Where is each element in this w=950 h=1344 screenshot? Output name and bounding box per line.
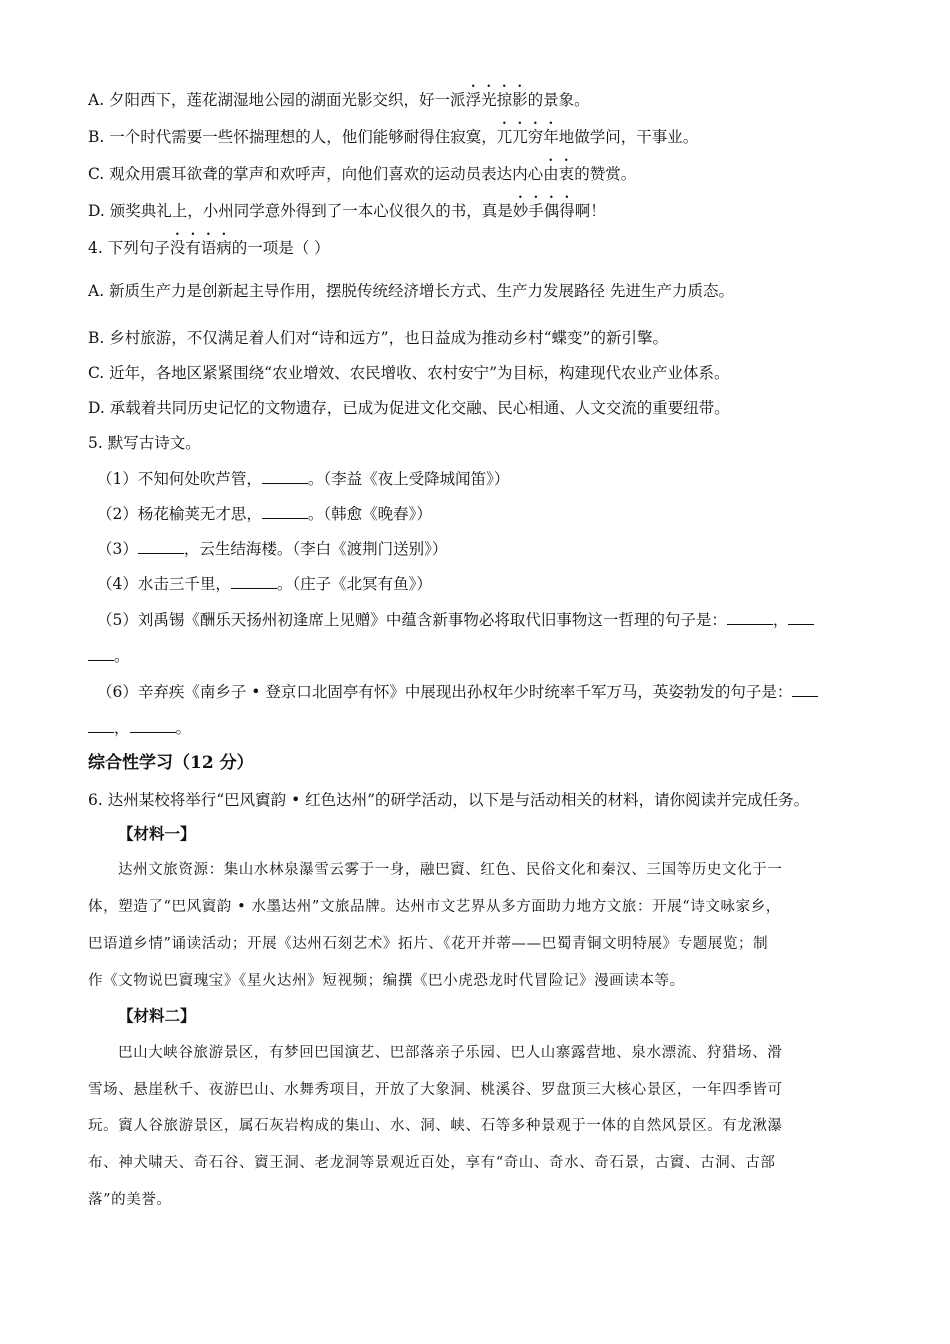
option-text: 的景象。 <box>527 91 590 109</box>
q4-option-a: A. 新质生产力是创新起主导作用，摆脱传统经济增长方式、生产力发展路径 先进生产力质态。 <box>88 282 734 300</box>
q5-item-3 <box>97 539 447 559</box>
q3-option-d <box>88 193 606 221</box>
option-text: 地做学问，干事业。 <box>558 128 699 146</box>
question-text: 的一项是（ ） <box>231 239 330 257</box>
item-text: 。（李益《夜上受降城闻笛》） <box>307 470 510 488</box>
item-text: ， <box>114 719 130 737</box>
option-text: B. 一个时代需要一些怀揣理想的人，他们能够耐得住寂寞， <box>88 128 497 146</box>
answer-blank[interactable] <box>727 610 773 625</box>
q5-item-5 <box>97 610 814 630</box>
item-text: （4）水击三千里， <box>97 575 231 593</box>
emphasized-phrase: 浮光掠影 <box>465 91 528 109</box>
q3-option-c <box>88 156 636 184</box>
q5-item-5-cont <box>88 646 130 666</box>
option-text: 啊！ <box>574 202 606 220</box>
q4-stem <box>88 230 330 258</box>
option-text: C. 观众用震耳欲聋的掌声和欢呼声，向他们喜欢的运动员表达内心 <box>88 165 544 183</box>
question-text: 4. 下列句子 <box>88 239 170 257</box>
answer-blank[interactable] <box>792 682 818 697</box>
material-1-label: 【材料一】 <box>118 824 196 843</box>
emphasized-phrase: 兀兀穷年 <box>496 128 559 146</box>
material-2-line: 巴山大峡谷旅游景区，有梦回巴国演艺、巴部落亲子乐园、巴人山寨露营地、泉水漂流、狩猎场、滑 <box>118 1045 783 1061</box>
answer-blank[interactable] <box>262 504 308 519</box>
answer-blank[interactable] <box>88 646 114 661</box>
emphasized-phrase: 没有语病 <box>169 239 232 257</box>
q4-option-b: B. 乡村旅游，不仅满足着人们对“诗和远方”，也日益成为推动乡村“蝶变”的新引擎。 <box>88 329 668 347</box>
q5-item-2 <box>97 504 432 524</box>
q5-item-6-cont <box>88 718 191 738</box>
answer-blank[interactable] <box>262 469 308 484</box>
material-2-line: 雪场、悬崖秋千、夜游巴山、水舞秀项目，开放了大象洞、桃溪谷、罗盘顶三大核心景区，一年四季皆可 <box>88 1082 783 1098</box>
material-2-line: 布、神犬啸天、奇石谷、賨王洞、老龙洞等景观近百处，享有“奇山、奇水、奇石景，古賨、古洞、古部 <box>88 1155 776 1171</box>
item-text: （5）刘禹锡《酬乐天扬州初逢席上见赠》中蕴含新事物必将取代旧事物这一哲理的句子是： <box>97 611 727 629</box>
item-text: 。 <box>114 647 130 665</box>
emphasized-phrase: 由衷 <box>543 165 575 183</box>
q3-option-a <box>88 82 590 110</box>
option-text: 的赞赏。 <box>574 165 637 183</box>
item-text: ，云生结海楼。（李白《渡荆门送别》） <box>183 540 448 558</box>
q5-stem: 5. 默写古诗文。 <box>88 434 201 452</box>
material-2-line: 落”的美誉。 <box>88 1192 172 1208</box>
emphasized-phrase: 妙手偶得 <box>512 202 575 220</box>
q5-item-4 <box>97 574 432 594</box>
option-text: D. 颁奖典礼上，小州同学意外得到了一本心仪很久的书，真是 <box>88 202 513 220</box>
q4-option-d: D. 承载着共同历史记忆的文物遗存，已成为促进文化交融、民心相通、人文交流的重要纽带。 <box>88 399 730 417</box>
item-text: （1）不知何处吹芦管， <box>97 470 262 488</box>
material-1-line: 作《文物说巴賨瑰宝》《星火达州》短视频；编撰《巴小虎恐龙时代冒险记》漫画读本等。 <box>88 973 685 989</box>
item-text: 。（庄子《北冥有鱼》） <box>276 575 432 593</box>
answer-blank[interactable] <box>138 539 184 554</box>
item-text: （3） <box>97 540 138 558</box>
q3-option-b <box>88 119 698 147</box>
material-1-line: 达州文旅资源：集山水林泉瀑雪云雾于一身，融巴賨、红色、民俗文化和秦汉、三国等历史文化于一 <box>118 862 783 878</box>
material-2-line: 玩。賨人谷旅游景区，属石灰岩构成的集山、水、洞、峡、石等多种景观于一体的自然风景区。有龙湫瀑 <box>88 1118 783 1134</box>
answer-blank[interactable] <box>231 574 277 589</box>
answer-blank[interactable] <box>788 610 814 625</box>
option-text: A. 夕阳西下，莲花湖湿地公园的湖面光影交织，好一派 <box>88 91 466 109</box>
material-2-label: 【材料二】 <box>118 1006 196 1025</box>
material-1-line: 巴语道乡情”诵读活动；开展《达州石刻艺术》拓片、《花开并蒂——巴蜀青铜文明特展》专题展览；制 <box>88 936 769 952</box>
item-text: 。（韩愈《晚春》） <box>307 505 432 523</box>
item-text: （6）辛弃疾《南乡子 • 登京口北固亭有怀》中展现出孙权年少时统率千军万马，英姿勃发的句子是： <box>97 683 793 701</box>
q6-stem: 6. 达州某校将举行“巴风賨韵 • 红色达州”的研学活动，以下是与活动相关的材料，请你阅读并完成任务。 <box>88 791 810 809</box>
item-text: （2）杨花榆荚无才思， <box>97 505 262 523</box>
answer-blank[interactable] <box>130 718 176 733</box>
q5-item-6 <box>97 682 818 702</box>
q4-option-c: C. 近年，各地区紧紧围绕“农业增效、农民增收、农村安宁”为目标，构建现代农业产业体系。 <box>88 364 730 382</box>
item-text: 。 <box>175 719 192 737</box>
section-heading: 综合性学习（12 分） <box>88 753 254 773</box>
q5-item-1 <box>97 469 509 489</box>
answer-blank[interactable] <box>88 718 114 733</box>
material-1-line: 体，塑造了“巴风賨韵 • 水墨达州”文旅品牌。达州市文艺界从多方面助力地方文旅：开展“诗文咏家乡， <box>88 899 781 915</box>
item-text: ， <box>772 611 789 629</box>
